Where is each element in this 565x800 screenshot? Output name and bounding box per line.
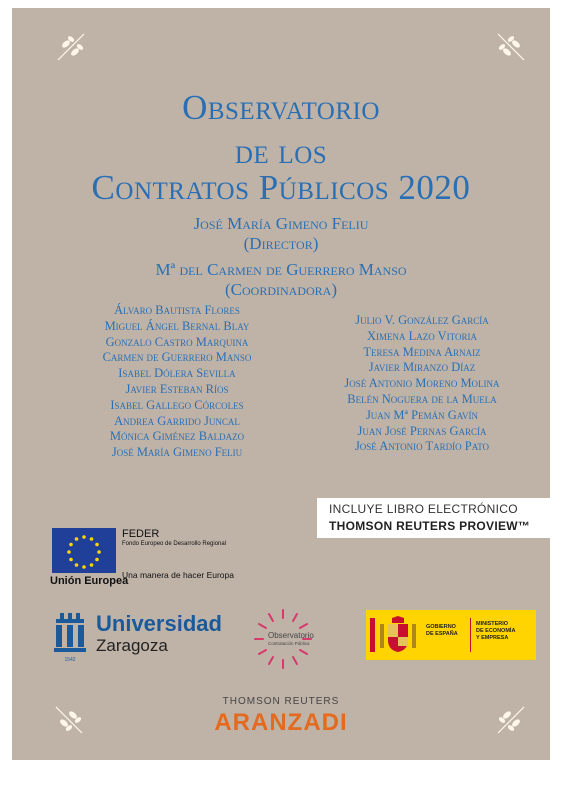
unizar-name-line-1: Universidad — [96, 611, 222, 636]
book-title-line-2: de los — [234, 132, 328, 171]
feder-full-name: Fondo Europeo de Desarrollo Regional — [122, 541, 227, 547]
eu-name: Unión Europea — [50, 575, 129, 587]
publisher-name: ARANZADI — [214, 709, 348, 736]
observatorio-subtitle: Contratación Pública — [268, 641, 310, 646]
flourish-ornament-icon — [494, 30, 528, 64]
author-name: Miguel Ángel Bernal Blay — [104, 318, 250, 333]
book-cover — [12, 8, 550, 760]
gobierno-text — [426, 624, 458, 638]
publisher-parent: THOMSON REUTERS — [222, 696, 340, 707]
flag-stripe — [370, 618, 375, 652]
author-name: José María Gimeno Feliu — [111, 445, 243, 460]
author-name: Juan Mª Pemán Gavín — [365, 407, 479, 422]
author-name: Javier Miranzo Díaz — [368, 360, 476, 375]
ministerio-text — [476, 621, 515, 642]
author-name: Carmen de Guerrero Manso — [102, 350, 252, 365]
ebook-line-1: INCLUYE LIBRO ELECTRÓNICO — [329, 502, 518, 516]
author-name: Javier Esteban Ríos — [125, 381, 229, 396]
unizar-emblem-icon — [52, 613, 88, 663]
ministerio-line-1: MINISTERIO — [476, 621, 509, 627]
coordinator-name: Mª del Carmen de Guerrero Manso — [155, 260, 407, 279]
author-name: Juan José Pernas García — [357, 423, 487, 438]
divider — [470, 618, 471, 652]
flourish-ornament-icon — [54, 30, 88, 64]
feder-title: FEDER — [122, 528, 160, 540]
ebook-line-2: THOMSON REUTERS PROVIEW™ — [329, 519, 531, 533]
observatorio-name: Observatorio — [268, 631, 314, 640]
director-role: (Director) — [243, 234, 319, 253]
eu-motto: Una manera de hacer Europa — [122, 570, 234, 580]
author-name: Álvaro Bautista Flores — [114, 303, 240, 317]
author-name: José Antonio Tardío Pato — [354, 439, 490, 454]
book-title-line-1: Observatorio — [182, 88, 380, 127]
eu-flag-icon — [52, 528, 116, 573]
ministerio-line-2: DE ECONOMÍA — [476, 628, 516, 634]
feder-label — [122, 528, 226, 547]
author-name: Mónica Giménez Baldazo — [109, 429, 245, 444]
gobierno-line-1: GOBIERNO — [426, 624, 456, 630]
authors-left-list — [72, 303, 282, 461]
gobierno-line-2: DE ESPAÑA — [426, 631, 458, 637]
director-name: José María Gimeno Feliu — [193, 214, 369, 233]
spain-coat-of-arms-icon — [378, 616, 418, 654]
author-name: Julio V. González García — [355, 313, 489, 327]
author-name: Gonzalo Castro Marquina — [105, 334, 249, 349]
svg-text:1542: 1542 — [64, 657, 76, 663]
author-name: Ximena Lazo Vitoria — [366, 328, 478, 343]
book-title-line-3: Contratos Públicos 2020 — [91, 168, 471, 207]
coordinator-role: (Coordinadora) — [225, 280, 337, 299]
author-name: Belén Noguera de la Muela — [347, 391, 497, 406]
unizar-name-line-2: Zaragoza — [96, 636, 168, 655]
ebook-badge — [317, 498, 550, 538]
author-name: Isabel Gallego Córcoles — [110, 397, 244, 412]
author-name: Isabel Dólera Sevilla — [118, 366, 236, 381]
gobierno-logo — [366, 610, 536, 660]
authors-right-list — [327, 313, 517, 455]
author-name: Andrea Garrido Juncal — [114, 413, 240, 428]
ministerio-line-3: Y EMPRESA — [476, 635, 509, 641]
author-name: Teresa Medina Arnaiz — [363, 344, 481, 359]
author-name: José Antonio Moreno Molina — [344, 376, 500, 391]
